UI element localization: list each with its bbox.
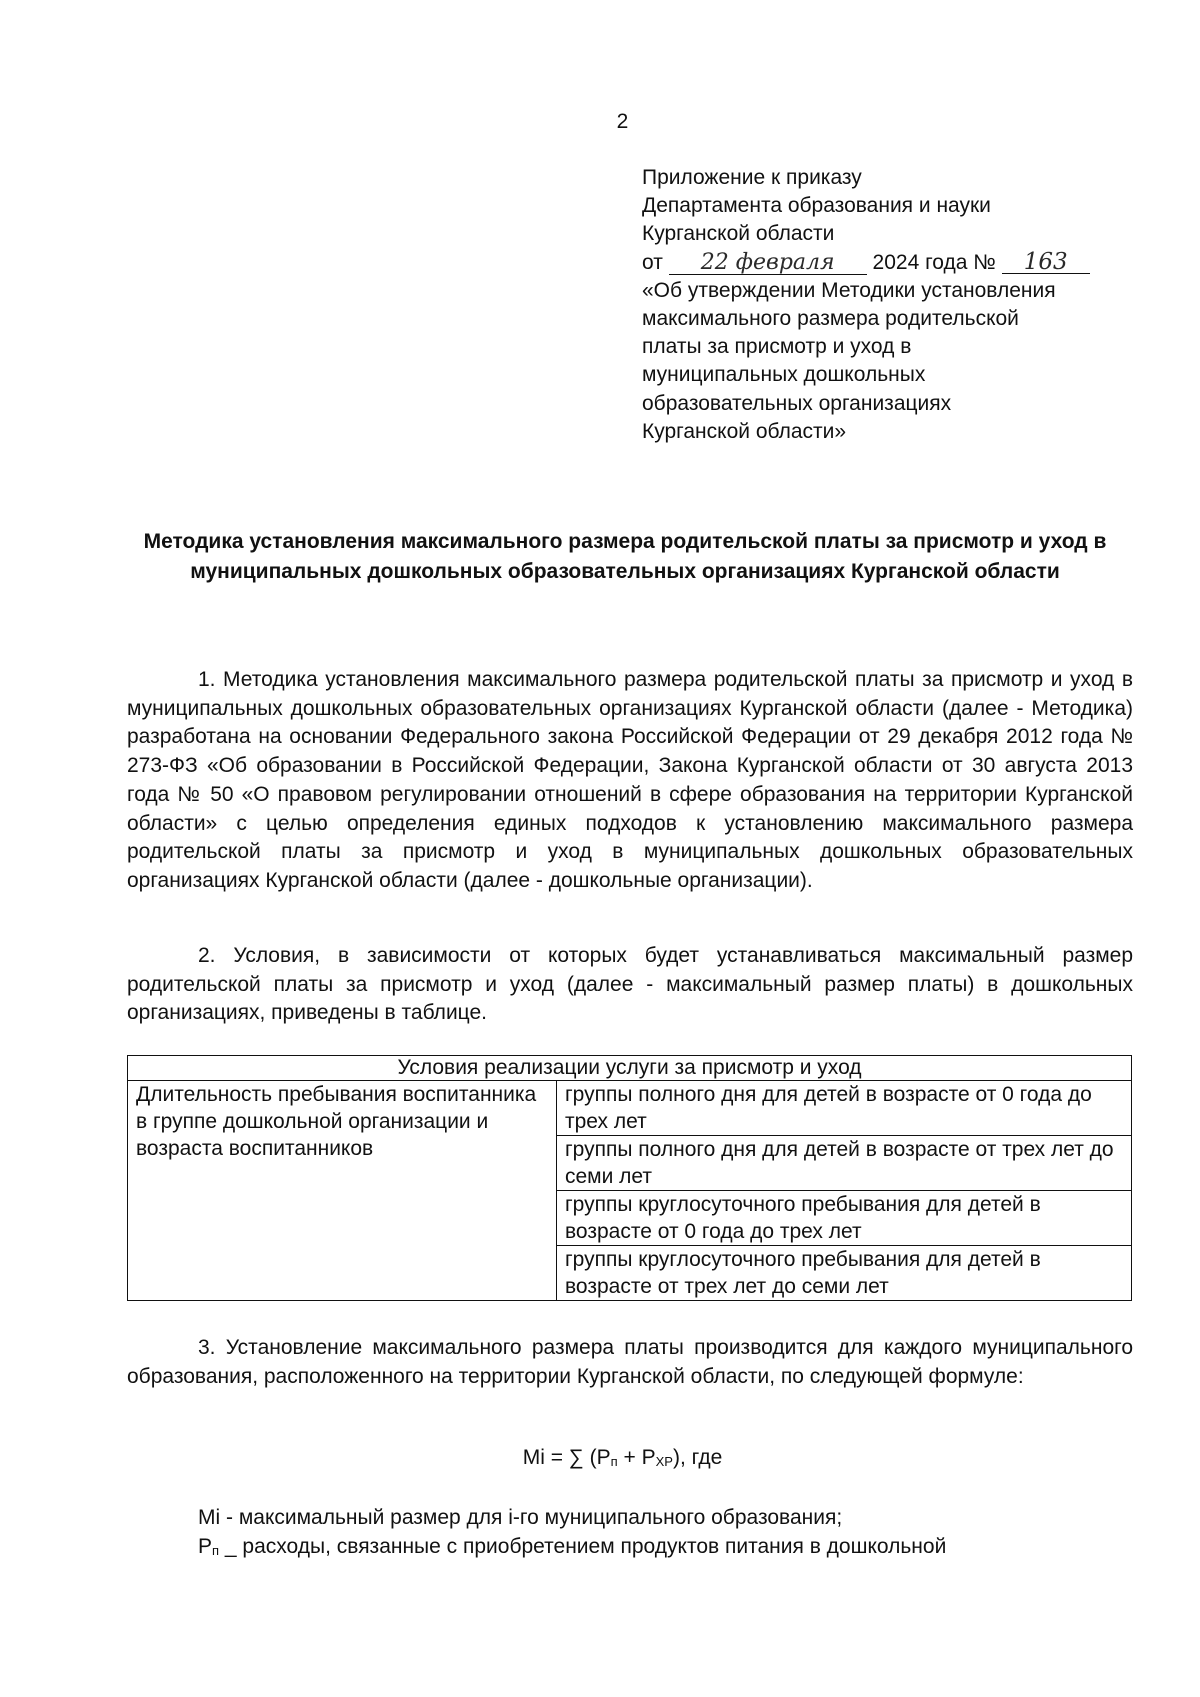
appendix-line: Приложение к приказу [642, 166, 862, 189]
table-header: Условия реализации услуги за присмотр и уход [128, 1056, 1132, 1081]
table-row [128, 1081, 1132, 1136]
formula [0, 1446, 1200, 1470]
formula-part: ), где [672, 1446, 723, 1469]
paragraph-1: 1. Методика установления максимального размера родительской платы за присмотр и уход в муниципальных дошкольных образовательных организациях Курганской области (далее - Методика) разработана на основании Федерального закона Российской Федерации от 29 декабря 2012 года № 273-ФЗ «Об образовании в Российской Федерации, Закона Курганской области от 30 августа 2013 года № 50 «О правовом регулировании отношений в сфере образования на территории Курганской области» с целью определения единых подходов к установлению максимального размера родительской платы за присмотр и уход в муниципальных дошкольных образовательных организациях Курганской области (далее - дошкольные организации). [127, 668, 1133, 892]
appendix-subject-line: «Об утверждении Методики установления [642, 278, 1056, 302]
conditions-table [127, 1055, 1132, 1301]
appendix-date-line [642, 249, 1162, 277]
paragraph-2-block [127, 942, 1133, 1028]
formula-subscript: ХР [655, 1454, 673, 1469]
handwritten-order-number: 163 [1002, 251, 1090, 274]
table-cell: группы полного дня для детей в возрасте от трех лет до семи лет [557, 1136, 1132, 1191]
definition-subscript: п [212, 1543, 220, 1558]
appendix-line: Курганской области [642, 222, 835, 246]
table-header-row [128, 1056, 1132, 1081]
paragraph-3-block [127, 1334, 1133, 1391]
definition-symbol: P [198, 1535, 213, 1558]
table-cell: группы круглосуточного пребывания для детей в возрасте от трех лет до семи лет [557, 1246, 1132, 1301]
definition-text: _ расходы, связанные с приобретением продуктов питания в дошкольной [219, 1535, 947, 1558]
paragraph-3: 3. Установление максимального размера платы производится для каждого муниципального образования, расположенного на территории Курганской области, по следующей формуле: [127, 1336, 1133, 1388]
paragraph-2: 2. Условия, в зависимости от которых будет устанавливаться максимальный размер родительской платы за присмотр и уход (далее - максимальный размер платы) в дошкольных организациях, приведены в таблице. [127, 944, 1133, 1025]
table-left-cell: Длительность пребывания воспитанника в группе дошкольной организации и возраста воспитанников [128, 1081, 557, 1301]
appendix-subject-line: муниципальных дошкольных [642, 363, 926, 387]
table-cell: группы полного дня для детей в возрасте от 0 года до трех лет [557, 1081, 1132, 1136]
appendix-block [642, 164, 1162, 446]
appendix-subject-line: Курганской области» [642, 419, 847, 443]
formula-subscript: п [610, 1454, 618, 1469]
definition-mi: Mi - максимальный размер для i-го муниципального образования; [198, 1506, 843, 1529]
appendix-line: Департамента образования и науки [642, 194, 991, 218]
page-number: 2 [616, 110, 629, 133]
formula-part: + P [617, 1446, 656, 1469]
appendix-subject-line: платы за присмотр и уход в [642, 335, 912, 359]
handwritten-date: 22 февраля [669, 252, 867, 275]
date-middle: 2024 года № [872, 250, 996, 274]
formula-part: Mi = ∑ (P [522, 1446, 611, 1469]
document-title: Методика установления максимального размера родительской платы за присмотр и уход в муниципальных дошкольных образовательных организациях Курганской области [143, 530, 1107, 583]
definition-pp [127, 1532, 1133, 1565]
appendix-subject-line: максимального размера родительской [642, 307, 1019, 331]
appendix-subject-line: образовательных организациях [642, 391, 952, 415]
table-cell: группы круглосуточного пребывания для детей в возрасте от 0 года до трех лет [557, 1191, 1132, 1246]
definitions [127, 1503, 1133, 1565]
paragraph-1-block [127, 666, 1133, 896]
date-prefix: от [642, 250, 663, 274]
